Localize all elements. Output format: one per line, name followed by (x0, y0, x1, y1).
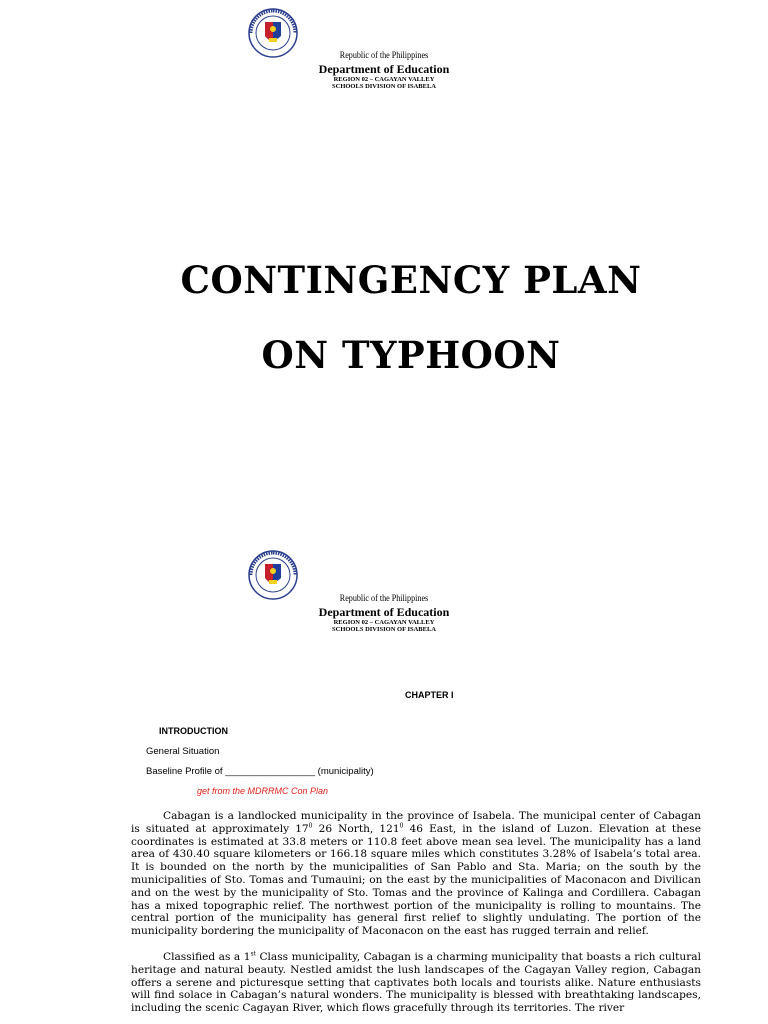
region-text-2: REGION 02 – CAGAYAN VALLEY (333, 619, 435, 627)
chapter-heading: CHAPTER I (405, 690, 454, 700)
cover-title-line1: CONTINGENCY PLAN (180, 258, 642, 302)
paragraph-location (131, 810, 701, 938)
republic-text: Republic of the Philippines (339, 50, 429, 60)
cover-title-line2: ON TYPHOON (261, 333, 561, 377)
introduction-heading: INTRODUCTION (159, 726, 228, 736)
republic-text-2: Republic of the Philippines (339, 593, 429, 603)
p1-text-a: Cabagan is a landlocked municipality in the province of Isabela. The municipal center of Cabagan is situated at approximately 17 (131, 810, 701, 835)
p1-sup-1: 0 (308, 822, 313, 830)
p2-text-b: Class municipality, Cabagan is a charming municipality that boasts a rich cultural heritage and natural beauty. Nestled amidst the lush landscapes of the Cagayan Valley region, Cabagan offers a serene and picturesque setting that captivates both locals and tourists alike. Nature enthusiasts will find solace in Cabagan’s natural wonders. The municipality is blessed with breathtaking landscapes, including the scenic Cagayan River, which flows gracefully through its territories. The river (131, 951, 701, 1015)
deped-seal-icon-2 (248, 550, 298, 600)
paragraph-classification (131, 951, 701, 1015)
p2-sup: st (250, 950, 256, 958)
general-situation-label: General Situation (146, 746, 220, 757)
letterhead-2 (284, 594, 484, 633)
mdrrmc-note: get from the MDRRMC Con Plan (197, 786, 329, 796)
p1-text-b: 26 North, 121 (312, 822, 400, 835)
p1-text-c: 46 East, in the island of Luzon. Elevation at these coordinates is estimated at 33.8 meters or 110.8 feet above mean sea level. The municipality has a land area of 430.40 square kilometers or 166.18 square miles which constitutes 3.28% of Isabela’s total area. It is bounded on the north by the municipalities of San Pablo and Sta. Maria; on the south by the municipalities of Sto. Tomas and Tumauini; on the east by the municipalities of Maconacon and Divilican and on the west by the municipality of Sto. Tomas and the province of Kalinga and Cordillera. Cabagan has a mixed topographic relief. The northwest portion of the municipality is rolling to mountains. The central portion of the municipality has general first relief to slightly undulating. The portion of the municipality bordering the municipality of Maconacon on the east has rugged terrain and relief. (131, 822, 701, 938)
region-text: REGION 02 – CAGAYAN VALLEY (333, 76, 435, 84)
division-text-2: SCHOOLS DIVISION OF ISABELA (332, 626, 436, 634)
department-text-2: Department of Education (318, 604, 450, 619)
p1-sup-2: 0 (399, 822, 404, 830)
letterhead (284, 51, 484, 90)
department-text: Department of Education (318, 61, 450, 76)
division-text: SCHOOLS DIVISION OF ISABELA (332, 83, 436, 91)
p2-text-a: Classified as a 1 (163, 951, 251, 963)
baseline-profile-label: Baseline Profile of _________________ (municipality) (146, 766, 374, 777)
